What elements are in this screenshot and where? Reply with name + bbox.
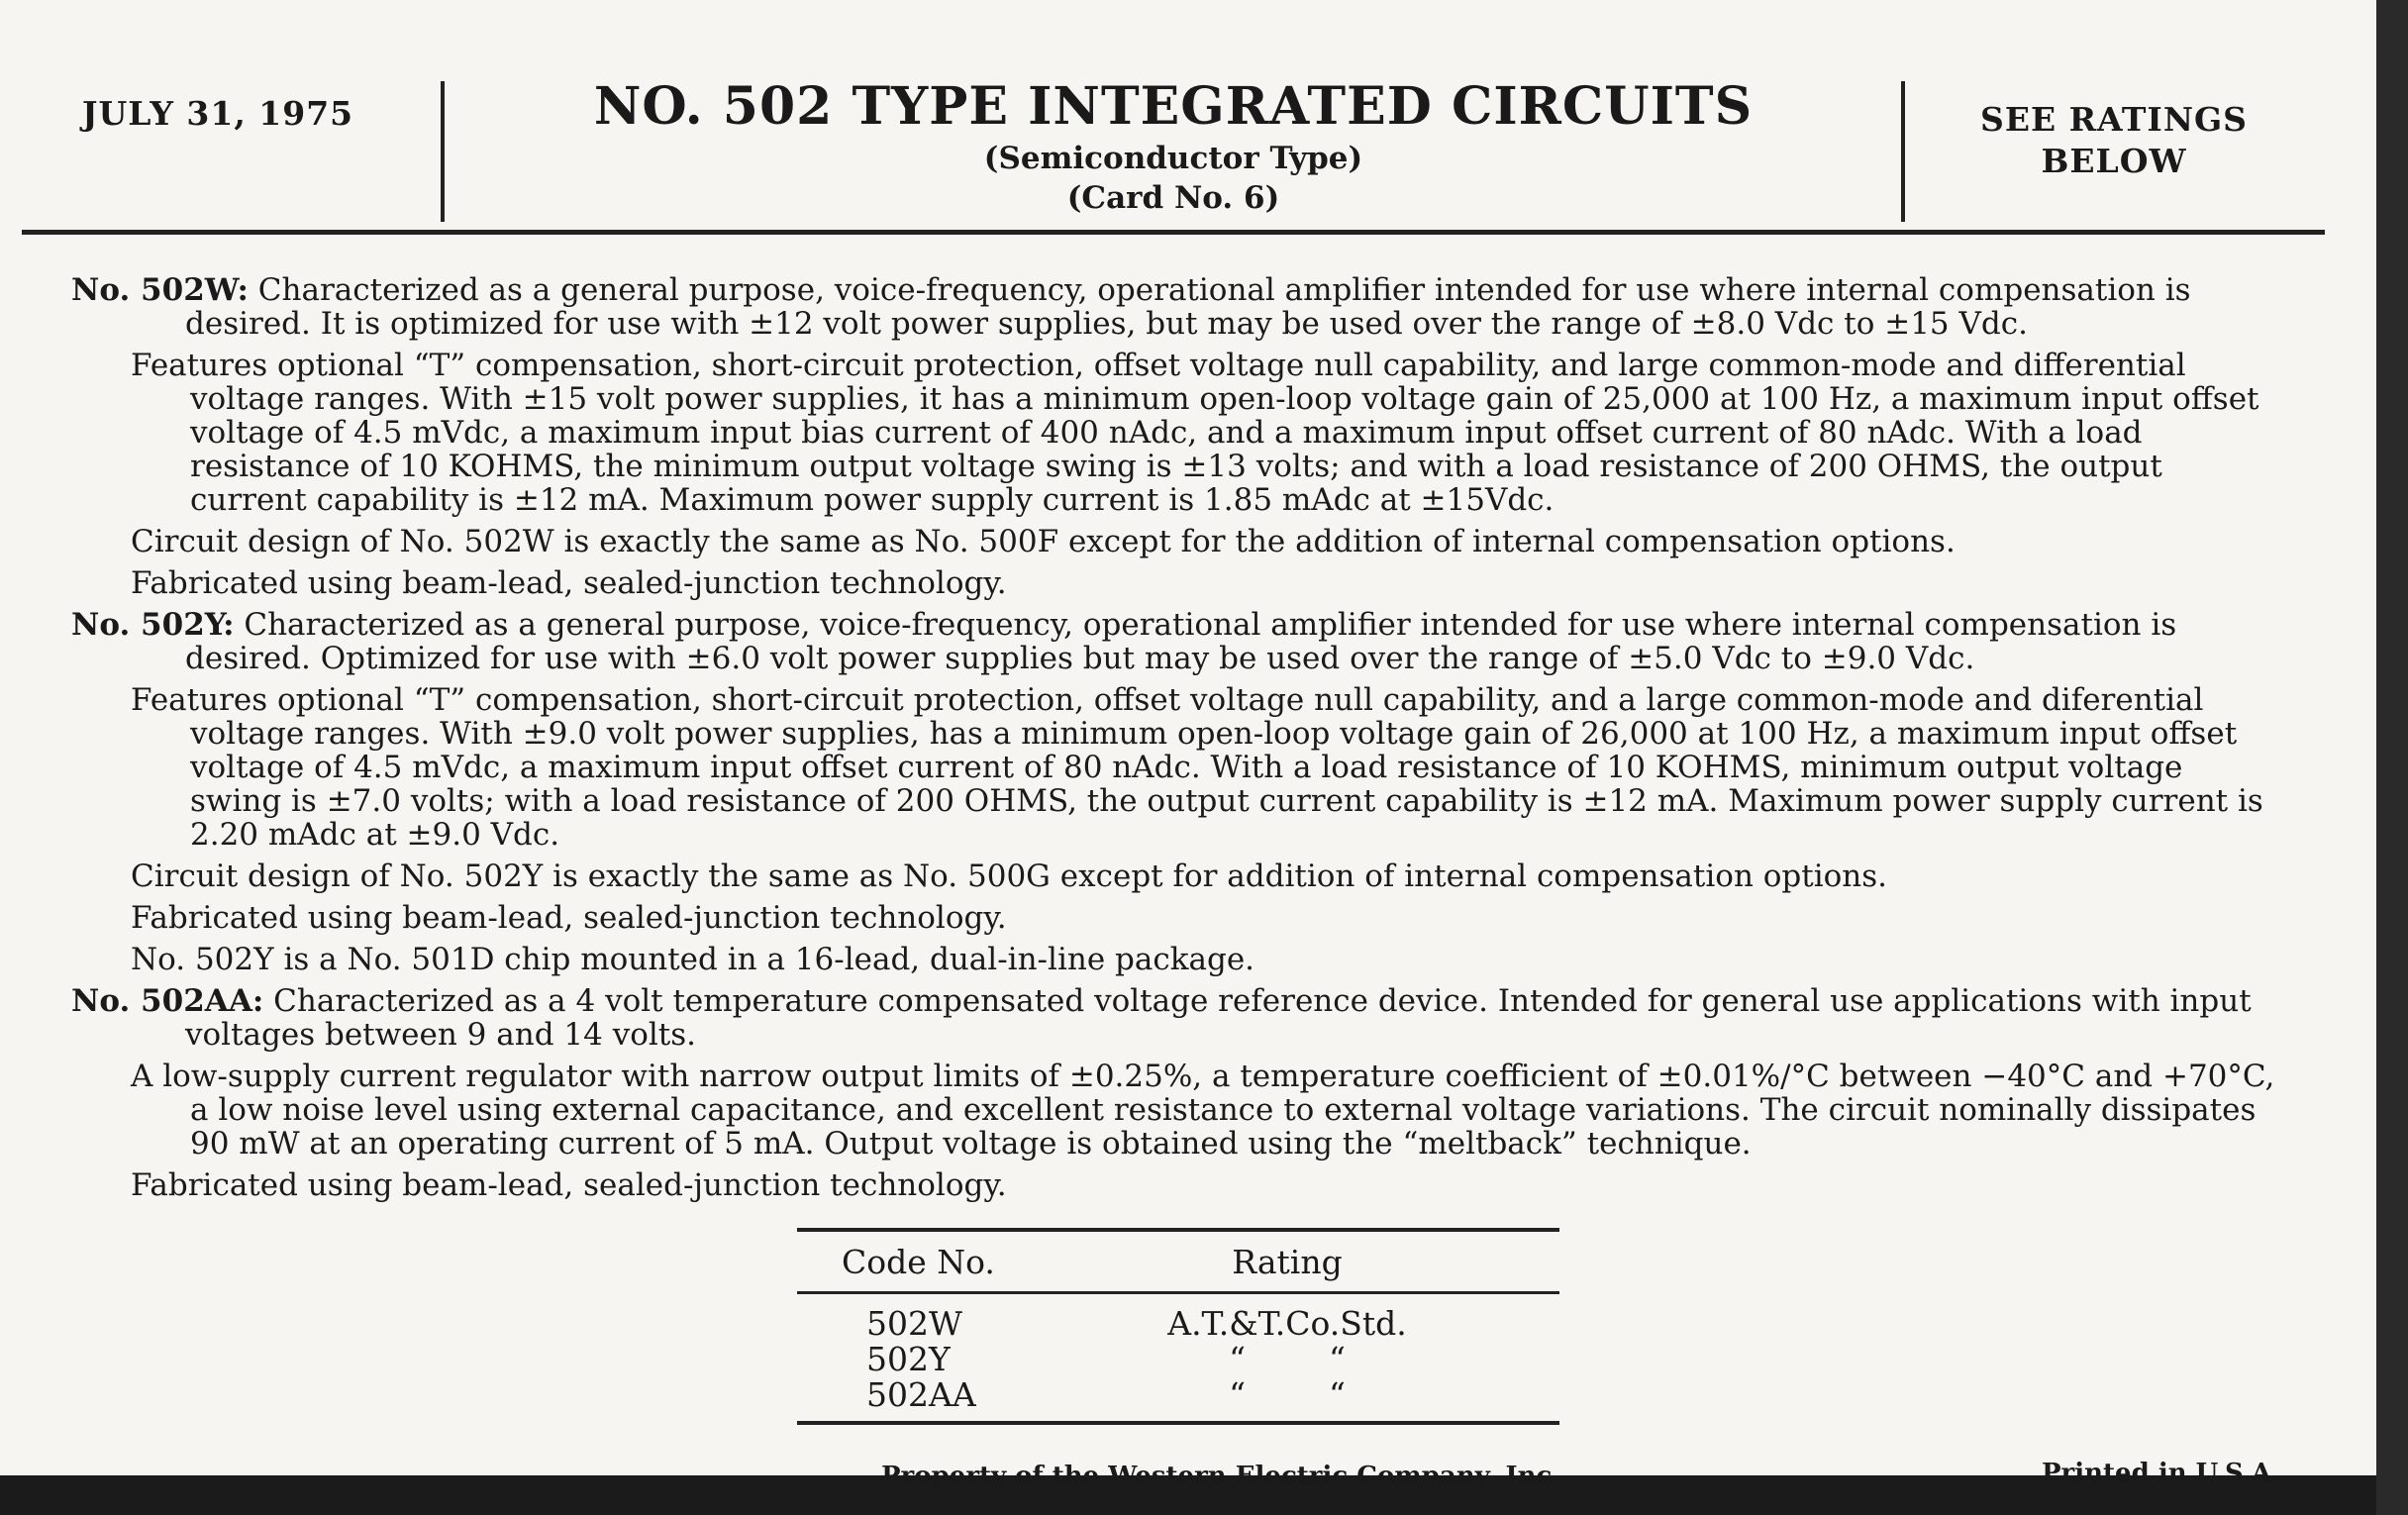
printed-notice: Printed in U.S.A. — [2042, 1459, 2281, 1488]
header-center — [448, 75, 1899, 218]
card-number: (Card No. 6) — [1066, 180, 1280, 216]
table-rule-bottom — [797, 1421, 1559, 1425]
section-502y-paragraph: Features optional “T” compensation, short-circuit protection, offset voltage null capability, and a large common-mode and diferential voltage ranges. With ±9.0 volt power supplies, has a minimum open-loop voltage gain of 26,000 at 100 Hz, a maximum input offset voltage of 4.5 mVdc, a maximum input offset current of 80 nAdc. With a load resistance of 10 KOHMS, minimum output voltage swing is ±7.0 volts; with a load resistance of 200 OHMS, the output current capability is ±12 mA. Maximum power supply current is 2.20 mAdc at ±9.0 Vdc. — [131, 682, 2263, 853]
table-header-code: Code No. — [842, 1242, 995, 1281]
property-notice: Property of the Western Electric Company, Inc. — [881, 1462, 1561, 1491]
ratings-table — [797, 1228, 1559, 1425]
table-cell-code: 502Y — [866, 1340, 951, 1378]
section-502aa-intro — [71, 984, 2279, 1052]
table-cell-rating: “ “ — [1229, 1375, 1346, 1414]
header-divider-left — [441, 81, 445, 222]
issue-date: JULY 31, 1975 — [81, 94, 354, 133]
section-502aa-paragraph: Fabricated using beam-lead, sealed-junction technology. — [131, 1167, 1007, 1203]
page-subtitle: (Semiconductor Type) — [983, 141, 1363, 176]
section-code: No. 502AA: — [71, 983, 264, 1019]
table-cell-rating: A.T.&T.Co.Std. — [1167, 1304, 1407, 1343]
section-502y-intro — [71, 608, 2279, 675]
header-rule — [22, 230, 2325, 235]
table-header — [797, 1232, 1559, 1291]
scan-edge — [2376, 0, 2408, 1515]
table-cell-rating: “ “ — [1229, 1340, 1346, 1378]
section-502w-intro — [71, 273, 2279, 341]
table-cell-code: 502AA — [866, 1375, 976, 1414]
section-502w-paragraph: Fabricated using beam-lead, sealed-junction technology. — [131, 565, 1007, 601]
section-intro-text: Characterized as a 4 volt temperature compensated voltage reference device. Intended for general use applications with input voltages between 9 and 14 volts. — [185, 983, 2252, 1053]
section-intro-text: Characterized as a general purpose, voice-frequency, operational amplifier intended for use where internal compensation is desired. It is optimized for use with ±12 volt power supplies, but may be used over the range of ±8.0 Vdc to ±15 Vdc. — [185, 272, 2191, 342]
section-502y-paragraph: No. 502Y is a No. 501D chip mounted in a 16-lead, dual-in-line package. — [131, 942, 1255, 977]
section-502y-paragraph: Fabricated using beam-lead, sealed-junction technology. — [131, 900, 1007, 936]
table-cell-code: 502W — [866, 1304, 962, 1343]
page-title: NO. 502 TYPE INTEGRATED CIRCUITS — [593, 76, 1754, 137]
ratings-note-line2: BELOW — [2041, 142, 2187, 180]
table-header-rating: Rating — [1232, 1242, 1343, 1281]
ratings-note — [1916, 99, 2312, 182]
section-502y-paragraph: Circuit design of No. 502Y is exactly the same as No. 500G except for addition of internal compensation options. — [131, 858, 1888, 894]
section-code: No. 502Y: — [71, 607, 235, 643]
table-body — [797, 1294, 1559, 1413]
section-502w-paragraph: Features optional “T” compensation, short-circuit protection, offset voltage null capability, and large common-mode and differential voltage ranges. With ±15 volt power supplies, it has a minimum open-loop voltage gain of 25,000 at 100 Hz, a maximum input offset voltage of 4.5 mVdc, a maximum input bias current of 400 nAdc, and a maximum input offset current of 80 nAdc. With a load resistance of 10 KOHMS, the minimum output voltage swing is ±13 volts; and with a load resistance of 200 OHMS, the output current capability is ±12 mA. Maximum power supply current is 1.85 mAdc at ±15Vdc. — [131, 348, 2259, 518]
document-body — [71, 273, 2279, 1210]
table-row — [797, 1377, 1559, 1413]
table-row — [797, 1342, 1559, 1377]
table-row — [797, 1306, 1559, 1342]
section-502w-paragraph: Circuit design of No. 502W is exactly the same as No. 500F except for the addition of internal compensation options. — [131, 524, 1956, 559]
section-intro-text: Characterized as a general purpose, voice-frequency, operational amplifier intended for use where internal compensation is desired. Optimized for use with ±6.0 volt power supplies but may be used over the range of ±5.0 Vdc to ±9.0 Vdc. — [185, 607, 2177, 676]
section-code: No. 502W: — [71, 272, 249, 308]
header-divider-right — [1901, 81, 1905, 222]
ratings-note-line1: SEE RATINGS — [1979, 100, 2249, 139]
section-502aa-paragraph: A low-supply current regulator with narrow output limits of ±0.25%, a temperature coefficient of ±0.01%/°C between −40°C and +70°C, a low noise level using external capacitance, and excellent resistance to external voltage variations. The circuit nominally dissipates 90 mW at an operating current of 5 mA. Output voltage is obtained using the “meltback” technique. — [131, 1059, 2275, 1162]
